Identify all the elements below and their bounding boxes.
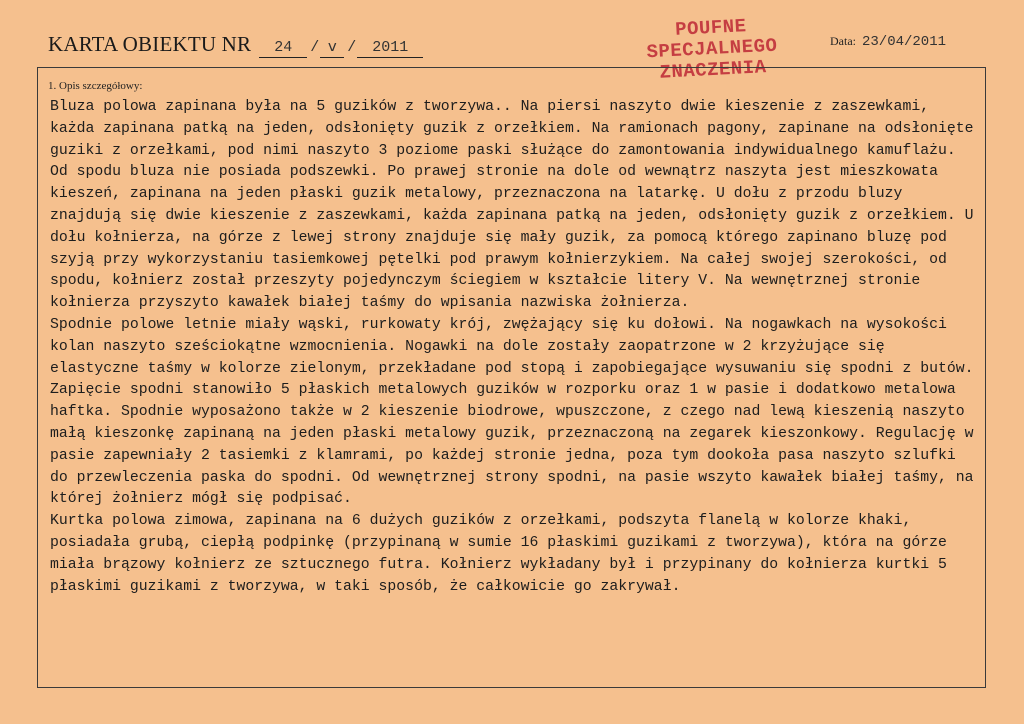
date-label: Data: (830, 34, 856, 48)
section-label: 1. Opis szczegółowy: (48, 80, 143, 92)
paragraph-trousers: Spodnie polowe letnie miały wąski, rurkowaty krój, zwężający się ku dołowi. Na nogawkach na wysokości kolan naszyto sześciokątne wzmocnienia. Nogawki na dole zostały zaopatrzone w 2 krzyżujące się elastyczne taśmy w kolorze zielonym, przekładane pod stopą i zapobiegające wysuwaniu się spodni z butów. Zapięcie spodni stanowiło 5 płaskich metalowych guzików w rozporku oraz 1 w pasie i dodatkowo metalowa haftka. Spodnie wyposażono także w 2 kieszenie biodrowe, wpuszczone, z czego nad lewą kieszenią naszyto małą kieszonkę zapinaną na jeden płaski metalowy guzik, przeznaczoną na zegarek kieszonkowy. Regulację w pasie zapewniały 2 tasiemki z klamrami, po każdej stronie jedna, poza tym dookoła pasa naszyto szlufki do przewleczenia paska do spodni. Od wewnętrznej strony spodni, na pasie wszyto kawałek białej taśmy, na której żołnierz mógł się podpisać. (50, 316, 974, 508)
description-text (50, 97, 976, 598)
stamp-line: ZNACZENIA (659, 56, 768, 84)
date-value: 23/04/2011 (862, 34, 947, 50)
slash-separator: / (347, 39, 357, 56)
paragraph-winter-jacket: Kurtka polowa zimowa, zapinana na 6 dużych guzików z orzełkami, podszyta flanelą w kolorze khaki, posiadała grubą, ciepłą podpinkę (przypinaną w sumie 16 płaskimi guzikami z tworzywa), która na górze miała brązowy kołnierz ze sztucznego futra. Kołnierz wykładany był i przypinany do kołnierza kurtki 5 płaskimi guzikami z tworzywa, w taki sposób, że całkowicie go zakrywał. (50, 513, 947, 595)
date-field (830, 34, 946, 50)
stamp-line: SPECJALNEGO (646, 34, 778, 64)
stamp-line: POUFNE (674, 15, 748, 41)
object-number-part1: 24 (259, 39, 307, 58)
page-title: KARTA OBIEKTU NR (48, 32, 252, 56)
paragraph-jacket: Bluza polowa zapinana była na 5 guzików z tworzywa.. Na piersi naszyto dwie kieszenie z zaszewkami, każda zapinana patką na jeden, odsłonięty guzik z orzełkiem. Na ramionach pagony, zapinane na odsłonięte guziki z orzełkami, pod nimi naszyto 3 poziome paski służące do zamontowania indywidualnego kamuflażu. Od spodu bluza nie posiada podszewki. Po prawej stronie na dole od wewnątrz naszyta jest mieszkowata kieszeń, zapinana na jeden płaski guzik metalowy, przeznaczona na latarkę. U dołu z przodu bluzy znajdują się dwie kieszenie z zaszewkami, każda zapinana patką na jeden, odsłonięty guzik z orzełkiem. U dołu kołnierza, na górze z lewej strony znajduje się mały guzik, za pomocą którego zapinano bluzę pod szyją przy wykorzystaniu tasiemkowej pętelki pod prawym kołnierzykiem. Na całej swojej szerokości, od spodu, kołnierz został przeszyty pojedynczym ściegiem w kształcie litery V. Na wewnętrznej stronie kołnierza przyszyto kawałek białej taśmy do wpisania nazwiska żołnierza. (50, 99, 974, 312)
object-number-part2: ⅴ (320, 39, 344, 58)
object-number-part3: 2011 (357, 39, 423, 58)
description-box (37, 67, 986, 688)
title-row (48, 32, 423, 58)
slash-separator: / (310, 39, 320, 56)
